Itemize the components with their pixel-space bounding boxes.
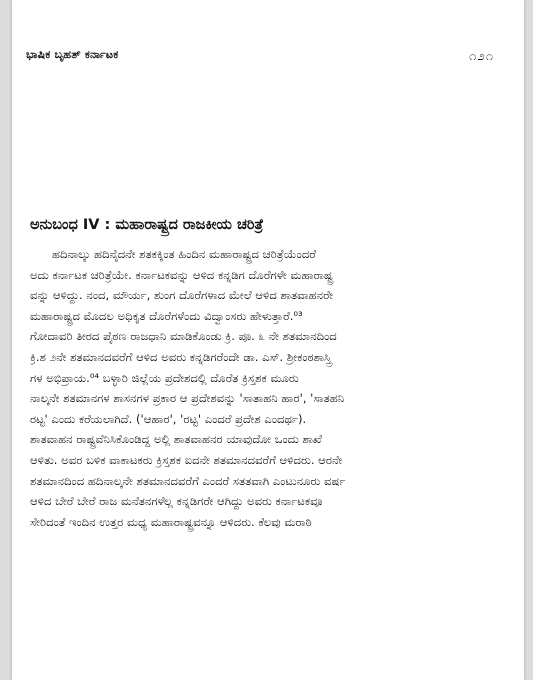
paragraph-line: ರಟ್ಟ' ಎಂದು ಕರೆಯಲಾಗಿದೆ. ('ಆಹಾರ', 'ರಟ್ಟ' ಎಂದರೆ ಪ್ರದೇಶ ಎಂದರ್ಥ). <box>30 411 307 426</box>
paragraph-line: ಗೋದಾವರಿ ತೀರದ ಪೈಠಣ ರಾಜಧಾನಿ ಮಾಡಿಕೊಂಡು ಕ್ರಿ. ಪೂ. ೩ ನೇ ಶತಮಾನದಿಂದ <box>30 329 337 344</box>
paragraph-line: ವನ್ನು ಆಳಿದ್ದು. ನಂದ, ಮೌರ್ಯ, ಶುಂಗ ದೊರೆಗಳಾದ ಮೇಲೆ ಆಳಿದ ಶಾತವಾಹನರೇ <box>30 288 334 303</box>
document-page <box>12 0 524 680</box>
paragraph-line: ಆಳಿದ ಬೇರೆ ಬೇರೆ ರಾಜ ಮನೆತನಗಳೆಲ್ಲ ಕನ್ನಡಿಗರೇ ಆಗಿದ್ದು ಅವರು ಕರ್ನಾಟಕವೂ <box>30 494 323 509</box>
paragraph-line: ಕ್ರಿ.ಶ ೨ನೇ ಶತಮಾನದವರೆಗೆ ಆಳಿದ ಅವರು ಕನ್ನಡಿಗರೆಂದೇ ಡಾ. ಎಸ್. ಶ್ರೀಕಂಠಶಾಸ್ತ್ರಿ <box>30 349 332 364</box>
paragraph-line: ಶತಮಾನದಿಂದ ಹದಿನಾಲ್ಕನೇ ಶತಮಾನದವರೆಗೆ ಎಂದರೆ ಸತತವಾಗಿ ಎಂಟುನೂರು ವರ್ಷ <box>30 473 346 488</box>
paragraph-line: ಹದಿನಾಲ್ಕು ಹದಿನೈದನೇ ಶತಕಕ್ಕಿಂತ ಹಿಂದಿನ ಮಹಾರಾಷ್ಟ್ರದ ಚರಿತ್ರೆಯೆಂದರೆ <box>52 247 316 261</box>
page-number: ೧೨೧ <box>469 49 494 64</box>
paragraph-line: ನಾಲ್ಕನೇ ಶತಮಾನಗಳ ಶಾಸನಗಳ ಪ್ರಕಾರ ಆ ಪ್ರದೇಶವನ್ನು 'ಸಾತಾಹನಿ ಹಾರ', 'ಸಾತಹನಿ <box>30 391 345 406</box>
body-paragraph <box>30 244 502 532</box>
paragraph-line: ಸೇರಿದಂತೆ ಇಂದಿನ ಉತ್ತರ ಮಧ್ಯ ಮಹಾರಾಷ್ಟ್ರವನ್ನೂ ಆಳಿದರು. ಕೆಲವು ಮರಾಠಿ <box>30 514 312 529</box>
paragraph-line: ಅದು ಕರ್ನಾಟಕ ಚರಿತ್ರೆಯೇ. ಕರ್ನಾಟಕವನ್ನು ಆಳಿದ ಕನ್ನಡಿಗ ದೊರೆಗಳೇ ಮಹಾರಾಷ್ಟ್ರ <box>30 267 333 282</box>
paragraph-line: ಗಳ ಅಭಿಪ್ರಾಯ.⁰⁴ ಬಳ್ಳಾರಿ ಜಿಲ್ಲೆಯ ಪ್ರದೇಶದಲ್ಲಿ ದೊರೆತ ಕ್ರಿಸ್ತಶಕ ಮೂರು <box>30 370 299 385</box>
paragraph-line: ಶಾತವಾಹನ ರಾಷ್ಟ್ರವೆನಿಸಿಕೊಂಡಿದ್ದ ಅಲ್ಲಿ ಶಾತವಾಹನರ ಯಾವುದೋ ಒಂದು ಶಾಖೆ <box>30 432 322 447</box>
paragraph-line: ಮಹಾರಾಷ್ಟ್ರದ ಮೊದಲ ಅಧಿಕೃತ ದೊರೆಗಳೆಂದು ವಿದ್ವಾಂಸರು ಹೇಳುತ್ತಾರೆ.⁰³ <box>30 308 303 323</box>
section-heading: ಅನುಬಂಧ IV : ಮಹಾರಾಷ್ಟ್ರದ ರಾಜಕೀಯ ಚರಿತ್ರೆ <box>30 217 264 233</box>
running-title: ಭಾಷಿಕ ಬೃಹತ್ ಕರ್ನಾಟಕ <box>26 48 119 61</box>
paragraph-line: ಆಳಿತು. ಅವರ ಬಳಿಕ ವಾಕಾಟಕರು ಕ್ರಿಸ್ತಶಕ ಐದನೇ ಶತಮಾನದವರೆಗೆ ಆಳಿದರು. ಆರನೇ <box>30 452 343 467</box>
